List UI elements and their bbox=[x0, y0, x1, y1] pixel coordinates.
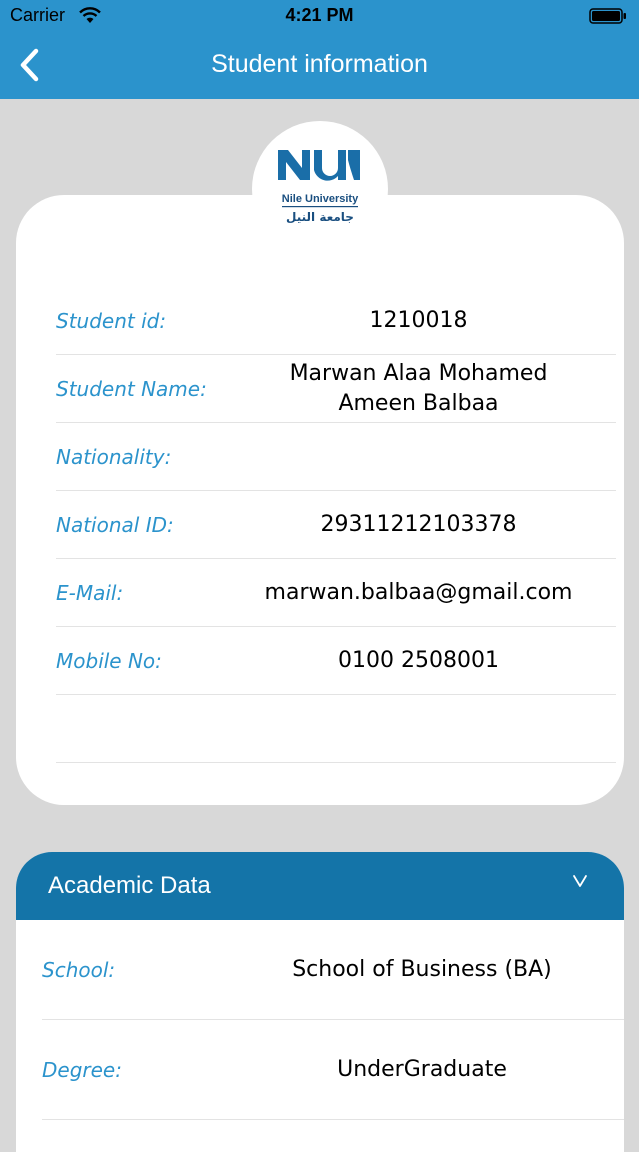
student-id-label: Student id: bbox=[56, 308, 167, 333]
mobile-row bbox=[56, 627, 616, 695]
mobile-value: 0100 2508001 bbox=[338, 647, 499, 673]
student-id-value: 1210018 bbox=[369, 307, 468, 333]
student-name-value: Marwan Alaa Mohamed Ameen Balbaa bbox=[289, 360, 548, 416]
degree-row bbox=[42, 1020, 624, 1120]
logo-text-english: Nile University bbox=[281, 193, 359, 205]
student-info-card bbox=[16, 195, 624, 805]
logo-text-arabic: جامعة النيل bbox=[286, 210, 354, 224]
email-label: E-Mail: bbox=[56, 580, 124, 605]
page-title: Student information bbox=[211, 50, 428, 78]
national-id-value: 29311212103378 bbox=[320, 511, 517, 537]
chevron-down-icon[interactable] bbox=[572, 874, 588, 888]
degree-label: Degree: bbox=[42, 1057, 122, 1082]
student-id-row bbox=[56, 287, 616, 355]
school-row bbox=[42, 920, 624, 1020]
academic-data-section bbox=[16, 852, 624, 1152]
student-name-row bbox=[56, 355, 616, 423]
school-label: School: bbox=[42, 957, 116, 982]
national-id-label: National ID: bbox=[56, 512, 174, 537]
national-id-row bbox=[56, 491, 616, 559]
nationality-value bbox=[226, 423, 611, 490]
student-name-label: Student Name: bbox=[56, 376, 207, 401]
academic-data-header[interactable] bbox=[16, 852, 624, 920]
school-value: School of Business (BA) bbox=[292, 956, 552, 982]
empty-row bbox=[56, 695, 616, 763]
degree-value: UnderGraduate bbox=[337, 1056, 507, 1082]
nationality-label: Nationality: bbox=[56, 444, 172, 469]
carrier-label: Carrier bbox=[10, 5, 66, 25]
status-bar bbox=[0, 0, 639, 31]
nationality-row bbox=[56, 423, 616, 491]
nile-university-logo bbox=[276, 146, 364, 226]
email-row bbox=[56, 559, 616, 627]
email-value: marwan.balbaa@gmail.com bbox=[264, 579, 573, 605]
navigation-bar bbox=[0, 31, 639, 99]
battery-icon bbox=[589, 8, 627, 24]
academic-data-title: Academic Data bbox=[48, 872, 211, 899]
clock: 4:21 PM bbox=[285, 5, 354, 25]
mobile-label: Mobile No: bbox=[56, 648, 162, 673]
